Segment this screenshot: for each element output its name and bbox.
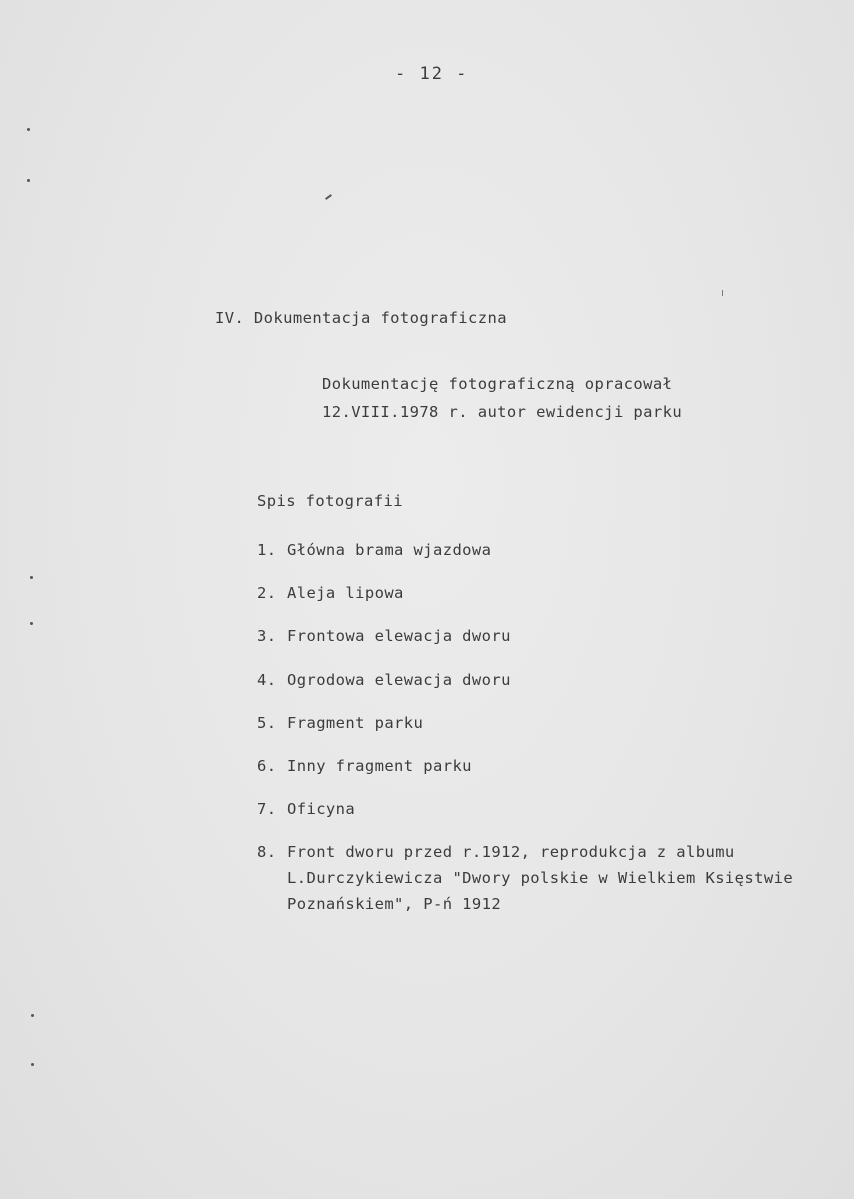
pencil-mark — [722, 290, 723, 296]
page-number: - 12 - — [395, 64, 469, 84]
item-text: Główna brama wjazdowa — [287, 541, 492, 559]
item-text: Aleja lipowa — [287, 584, 404, 602]
item-number: 8. — [257, 843, 277, 861]
item-number: 1. — [257, 541, 277, 559]
punch-mark — [31, 1063, 34, 1066]
item-number: 5. — [257, 714, 277, 732]
section-title: IV. Dokumentacja fotograficzna — [215, 309, 507, 327]
item-number: 6. — [257, 757, 277, 775]
punch-mark — [30, 576, 33, 579]
punch-mark — [31, 1014, 34, 1017]
pencil-mark — [325, 194, 332, 200]
punch-mark — [27, 179, 30, 182]
photo-list-heading: Spis fotografii — [257, 492, 403, 510]
item-text: Frontowa elewacja dworu — [287, 627, 511, 645]
item-text: Front dworu przed r.1912, reprodukcja z albumu — [287, 843, 735, 861]
author-note-line: Dokumentację fotograficzną opracował — [322, 375, 673, 393]
punch-mark — [27, 128, 30, 131]
item-text: Inny fragment parku — [287, 757, 472, 775]
author-note-line: 12.VIII.1978 r. autor ewidencji parku — [322, 403, 683, 421]
item-text-continuation: Poznańskiem", P-ń 1912 — [287, 895, 502, 913]
item-number: 2. — [257, 584, 277, 602]
item-number: 3. — [257, 627, 277, 645]
item-text: Oficyna — [287, 800, 356, 818]
item-number: 7. — [257, 800, 277, 818]
item-text-continuation: L.Durczykiewicza "Dwory polskie w Wielkiem Księstwie — [287, 869, 794, 887]
punch-mark — [30, 622, 33, 625]
item-text: Fragment parku — [287, 714, 424, 732]
item-text: Ogrodowa elewacja dworu — [287, 671, 511, 689]
item-number: 4. — [257, 671, 277, 689]
